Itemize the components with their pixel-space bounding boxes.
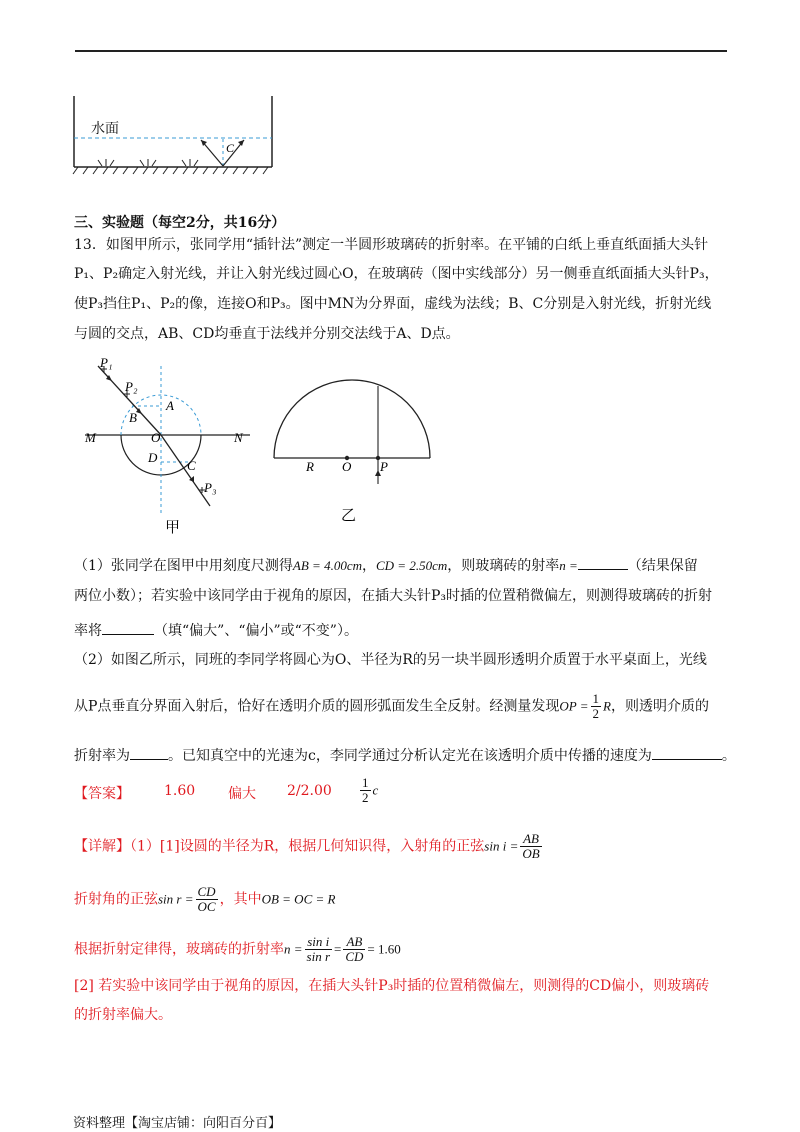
part2-line-2: 从P点垂直分界面入射后，恰好在透明介质的圆形弧面发生全反射。经测量发现OP = $\frac{1}{2}$ R，则透明介质的 <box>74 691 709 721</box>
detail-line-3: 根据折射定律得，玻璃砖的折射率n = $\frac{\text{sin i}}{\text{sin r}}$ = $\frac{AB}{CD}$ = 1.60 <box>74 934 401 964</box>
part1-line-1: （1）张同学在图甲中用刻度尺测得AB = 4.00cm，CD = 2.50cm，则玻璃砖的射率n = （结果保留 <box>74 555 698 576</box>
part2-line-3: 折射率为 。已知真空中的光速为c，李同学通过分析认定光在该透明介质中传播的速度为 。 <box>74 745 736 766</box>
part1-line-2: 两位小数）；若实验中该同学由于视角的原因，在插大头针P₃时插的位置稍微偏左，则测得玻璃砖的折射 <box>74 588 713 604</box>
q13-intro-line-1: 13．如图甲所示，张同学用“插针法”测定一半圆形玻璃砖的折射率。在平铺的白纸上垂直纸面插大头针 <box>74 237 709 253</box>
water-label: 水面 <box>91 121 119 137</box>
label-c: C <box>226 141 235 155</box>
section-heading: 三、实验题（每空2分，共16分） <box>74 215 286 231</box>
q13-intro-line-3: 使P₃挡住P₁、P₂的像，连接O和P₃。图中MN为分界面，虚线为法线；B、C分别是入射光线，折射光线 <box>74 296 712 312</box>
q13-intro-line-2: P₁、P₂确定入射光线，并让入射光线过圆心O，在玻璃砖（图中实线部分）另一侧垂直纸面插大头针P₃， <box>74 266 719 282</box>
label-o: O <box>342 459 352 474</box>
detail-line-1: 【详解】（1）[1]设圆的半径为R，根据几何知识得，入射角的正弦sin i = $\frac{AB}{OB}$ <box>74 831 540 861</box>
label-d: D <box>148 450 158 465</box>
answer-3: 2/2.00 <box>287 783 332 799</box>
header-rule <box>75 50 727 52</box>
part1-line-3: 率将 （填“偏大”、“偏小”或“不变”）。 <box>74 620 358 641</box>
answer-2: 偏大 <box>228 786 256 802</box>
caption-jia: 甲 <box>165 518 181 536</box>
label-p3: P₃ <box>204 480 217 495</box>
answer-blank-4 <box>652 745 722 760</box>
answer-label: 【答案】 <box>74 786 130 802</box>
answer-blank-3 <box>130 745 168 760</box>
label-b: B <box>129 410 137 425</box>
figure-yi <box>268 364 438 524</box>
label-p2: P₂ <box>125 379 138 394</box>
caption-yi: 乙 <box>341 506 357 524</box>
label-n: N <box>234 430 243 445</box>
detail-line-2: 折射角的正弦sin r = $\frac{CD}{OC}$ ，其中OB = OC = R <box>74 884 336 914</box>
answer-blank-2 <box>102 620 154 635</box>
figure-jia <box>80 354 255 539</box>
part2-line-1: （2）如图乙所示，同班的李同学将圆心为O、半径为R的另一块半圆形透明介质置于水平桌面上，光线 <box>74 652 707 668</box>
detail-line-4: [2] 若实验中该同学由于视角的原因，在插大头针P₃时插的位置稍微偏左，则测得的CD偏小，则玻璃砖 <box>74 978 710 994</box>
label-m: M <box>85 430 96 445</box>
label-p1: P₁ <box>100 355 113 370</box>
q13-intro-line-4: 与圆的交点，AB、CD均垂直于法线并分别交法线于A、D点。 <box>74 326 460 342</box>
footer-source: 资料整理【淘宝店铺：向阳百分百】 <box>73 1116 282 1131</box>
answer-4: $\frac{1}{2}$ c <box>362 775 379 805</box>
answer-blank-1 <box>578 555 628 570</box>
label-o: O <box>151 430 161 445</box>
label-r: R <box>306 459 314 474</box>
label-a: A <box>166 398 174 413</box>
label-c: C <box>187 458 196 473</box>
detail-line-5: 的折射率偏大。 <box>74 1007 172 1023</box>
answer-1: 1.60 <box>164 783 196 799</box>
label-p: P <box>380 459 388 474</box>
